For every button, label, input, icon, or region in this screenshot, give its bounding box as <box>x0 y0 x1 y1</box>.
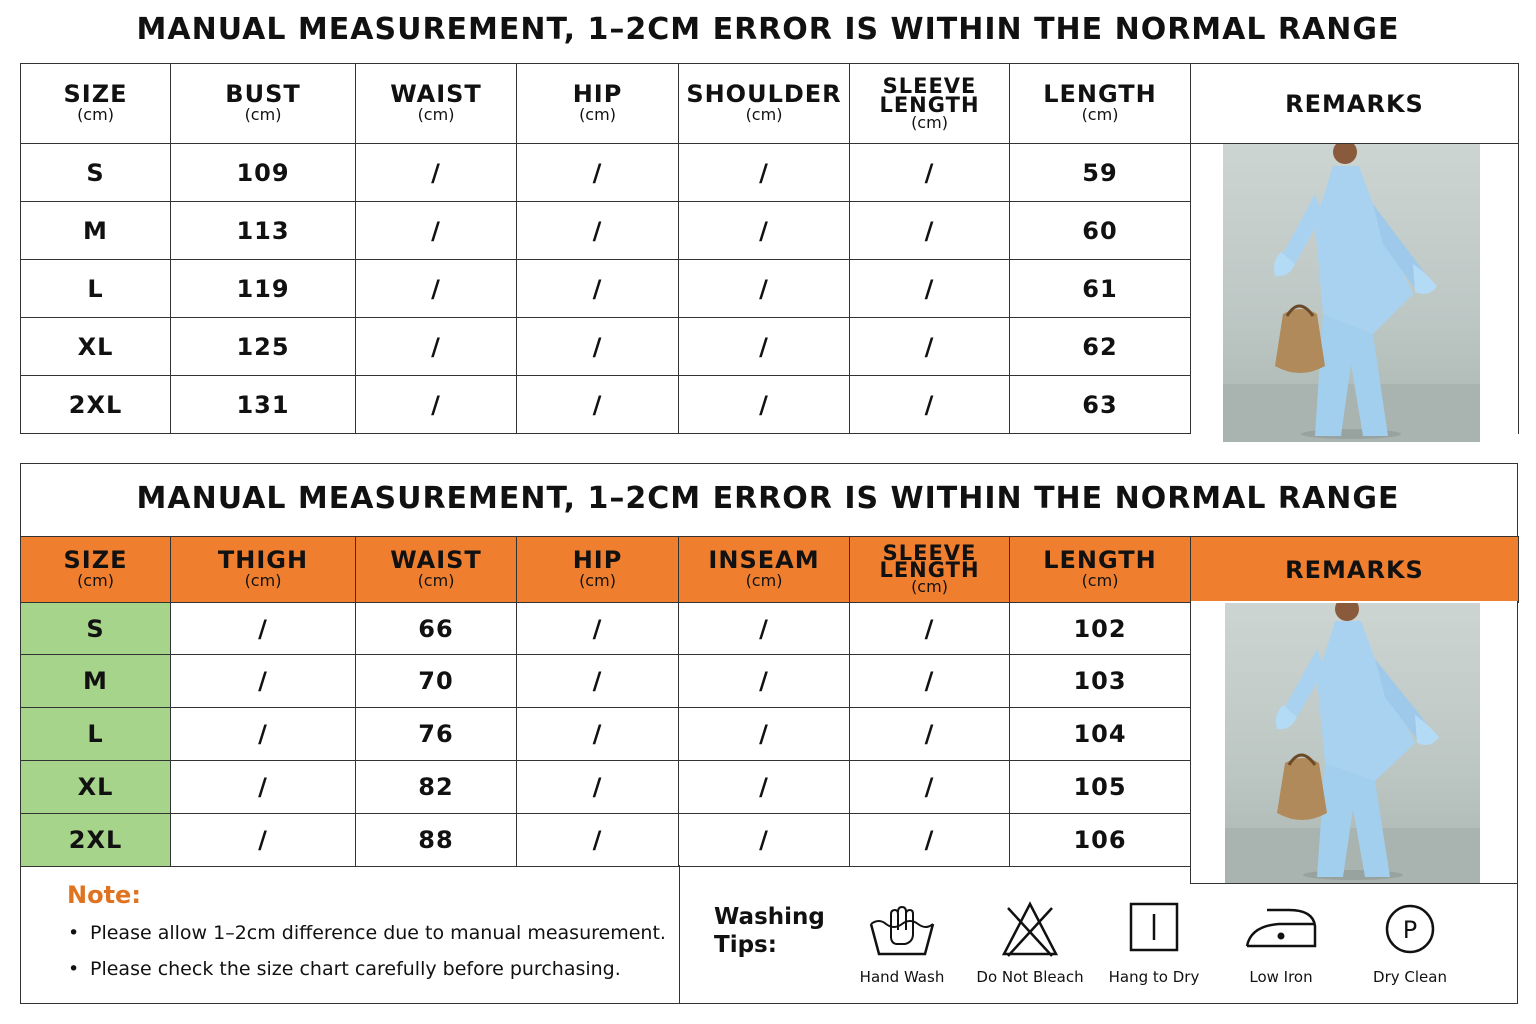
header-length: LENGTH (cm) <box>1010 64 1191 144</box>
waist-cell: 70 <box>356 655 517 708</box>
shoulder-cell: / <box>679 376 850 434</box>
sleeve-cell: / <box>850 318 1010 376</box>
length-cell: 103 <box>1010 655 1191 708</box>
sleeve-cell: / <box>850 655 1010 708</box>
wash-label: Do Not Bleach <box>976 968 1084 986</box>
bust-cell: 119 <box>171 260 356 318</box>
bust-cell: 131 <box>171 376 356 434</box>
model-illustration <box>1223 144 1480 442</box>
header-waist: WAIST (cm) <box>356 64 517 144</box>
hip-cell: / <box>517 814 679 867</box>
length-cell: 62 <box>1010 318 1191 376</box>
inseam-cell: / <box>679 655 850 708</box>
hip-cell: / <box>517 260 679 318</box>
shoulder-cell: / <box>679 202 850 260</box>
hip-cell: / <box>517 202 679 260</box>
size-cell: XL <box>21 318 171 376</box>
sleeve-cell: / <box>850 814 1010 867</box>
wash-label: Low Iron <box>1249 968 1313 986</box>
bust-cell: 113 <box>171 202 356 260</box>
bust-cell: 125 <box>171 318 356 376</box>
header-shoulder: SHOULDER (cm) <box>679 64 850 144</box>
hip-cell: / <box>517 376 679 434</box>
size-chart-title-bottom: MANUAL MEASUREMENT, 1–2CM ERROR IS WITHIN THE NORMAL RANGE <box>136 481 1400 516</box>
sleeve-cell: / <box>850 603 1010 655</box>
length-cell: 60 <box>1010 202 1191 260</box>
header-size: SIZE (cm) <box>21 64 171 144</box>
thigh-cell: / <box>171 655 356 708</box>
low-iron-icon <box>1243 900 1319 954</box>
size-cell: M <box>21 655 171 708</box>
wash-item-low-iron <box>1216 900 1346 986</box>
sleeve-cell: / <box>850 708 1010 761</box>
waist-cell: 76 <box>356 708 517 761</box>
hand-wash-icon <box>867 900 937 958</box>
waist-cell: / <box>356 260 517 318</box>
size-chart-title-top: MANUAL MEASUREMENT, 1–2CM ERROR IS WITHIN THE NORMAL RANGE <box>136 12 1400 47</box>
waist-cell: / <box>356 202 517 260</box>
size-cell: S <box>21 603 171 655</box>
length-cell: 61 <box>1010 260 1191 318</box>
wash-label: Dry Clean <box>1373 968 1447 986</box>
note-item: • Please check the size chart carefully before purchasing. <box>68 951 666 987</box>
product-photo <box>1225 603 1480 883</box>
header-size: SIZE (cm) <box>21 537 171 603</box>
header-inseam: INSEAM (cm) <box>679 537 850 603</box>
inseam-cell: / <box>679 761 850 814</box>
size-cell: S <box>21 144 171 202</box>
header-remarks: REMARKS <box>1191 537 1519 603</box>
header-sleeve-length: SLEEVE LENGTH (cm) <box>850 537 1010 603</box>
thigh-cell: / <box>171 814 356 867</box>
sleeve-cell: / <box>850 202 1010 260</box>
note-section <box>20 865 680 1004</box>
inseam-cell: / <box>679 814 850 867</box>
hip-cell: / <box>517 144 679 202</box>
shoulder-cell: / <box>679 318 850 376</box>
hip-cell: / <box>517 655 679 708</box>
wash-label: Hang to Dry <box>1108 968 1200 986</box>
inseam-cell: / <box>679 603 850 655</box>
length-cell: 104 <box>1010 708 1191 761</box>
header-bust: BUST (cm) <box>171 64 356 144</box>
do-not-bleach-icon <box>1000 900 1060 958</box>
sleeve-cell: / <box>850 144 1010 202</box>
waist-cell: 88 <box>356 814 517 867</box>
wash-item-hand-wash <box>837 900 967 986</box>
header-sleeve-length: SLEEVE LENGTH (cm) <box>850 64 1010 144</box>
waist-cell: 82 <box>356 761 517 814</box>
hang-to-dry-icon <box>1128 900 1180 954</box>
sleeve-cell: / <box>850 376 1010 434</box>
sleeve-cell: / <box>850 260 1010 318</box>
header-hip: HIP (cm) <box>517 64 679 144</box>
dry-clean-icon <box>1382 900 1438 956</box>
hip-cell: / <box>517 708 679 761</box>
thigh-cell: / <box>171 761 356 814</box>
wash-item-do-not-bleach <box>965 900 1095 986</box>
size-cell: 2XL <box>21 376 171 434</box>
header-hip: HIP (cm) <box>517 537 679 603</box>
inseam-cell: / <box>679 708 850 761</box>
thigh-cell: / <box>171 603 356 655</box>
shoulder-cell: / <box>679 144 850 202</box>
dry-clean-letter: P <box>1402 916 1418 944</box>
wash-item-hang-to-dry <box>1089 900 1219 986</box>
header-waist: WAIST (cm) <box>356 537 517 603</box>
length-cell: 105 <box>1010 761 1191 814</box>
length-cell: 102 <box>1010 603 1191 655</box>
note-title: Note: <box>67 881 141 909</box>
note-list <box>68 915 666 987</box>
length-cell: 106 <box>1010 814 1191 867</box>
washing-tips-title: Washing Tips: <box>714 904 825 958</box>
wash-label: Hand Wash <box>859 968 945 986</box>
header-remarks: REMARKS <box>1191 64 1519 144</box>
waist-cell: / <box>356 144 517 202</box>
size-cell: XL <box>21 761 171 814</box>
waist-cell: / <box>356 376 517 434</box>
header-length: LENGTH (cm) <box>1010 537 1191 603</box>
sleeve-cell: / <box>850 761 1010 814</box>
size-cell: M <box>21 202 171 260</box>
bust-cell: 109 <box>171 144 356 202</box>
shoulder-cell: / <box>679 260 850 318</box>
length-cell: 63 <box>1010 376 1191 434</box>
hip-cell: / <box>517 761 679 814</box>
length-cell: 59 <box>1010 144 1191 202</box>
size-cell: L <box>21 260 171 318</box>
waist-cell: 66 <box>356 603 517 655</box>
model-illustration <box>1225 603 1480 883</box>
size-cell: L <box>21 708 171 761</box>
product-photo <box>1223 144 1480 442</box>
hip-cell: / <box>517 318 679 376</box>
note-item: • Please allow 1–2cm difference due to manual measurement. <box>68 915 666 951</box>
hip-cell: / <box>517 603 679 655</box>
thigh-cell: / <box>171 708 356 761</box>
wash-item-dry-clean <box>1345 900 1475 986</box>
waist-cell: / <box>356 318 517 376</box>
header-thigh: THIGH (cm) <box>171 537 356 603</box>
size-cell: 2XL <box>21 814 171 867</box>
